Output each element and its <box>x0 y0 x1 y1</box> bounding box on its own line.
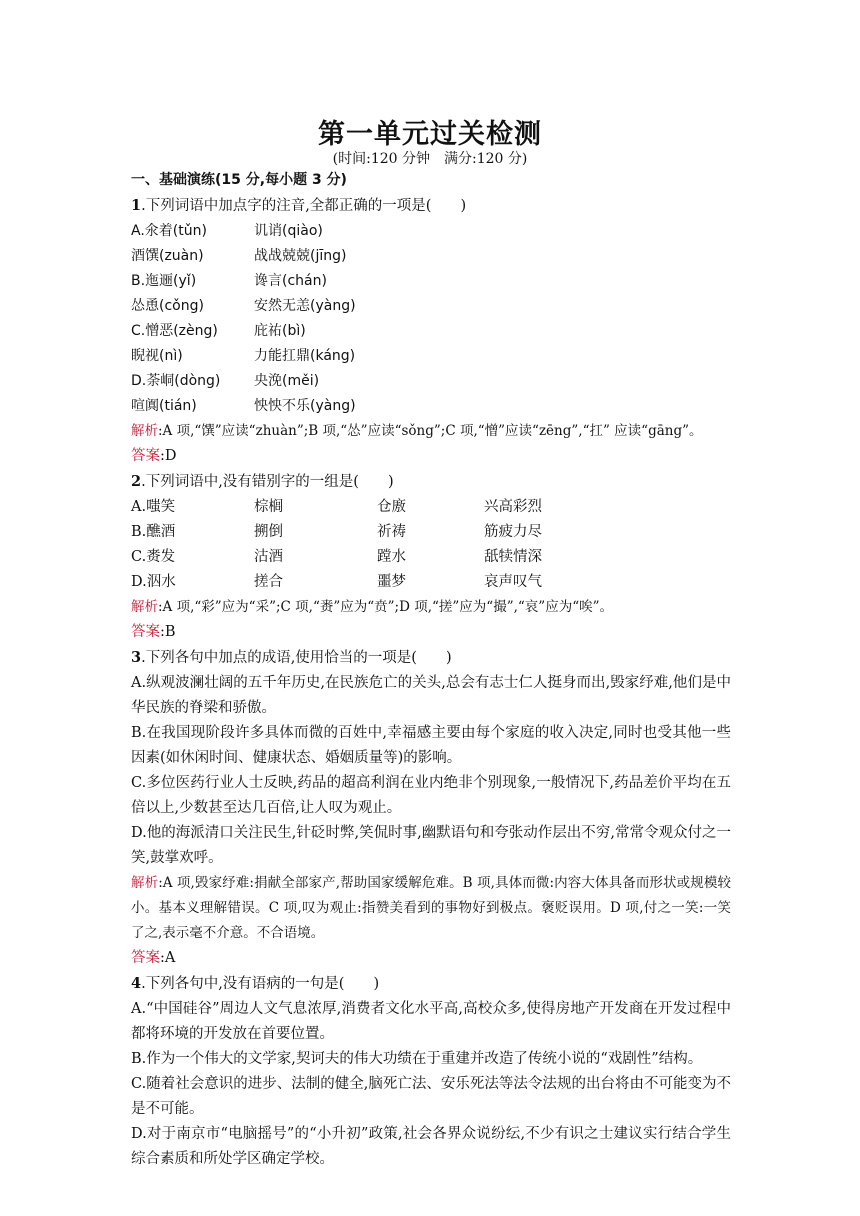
option-cell: 讥诮(qiào) <box>254 223 323 239</box>
option-cell: D.泅水 <box>131 574 176 590</box>
question-stem <box>131 469 731 495</box>
option-cell: 谗言(chán) <box>254 273 327 289</box>
option-cell: C.赉发 <box>131 549 176 565</box>
explanation-label: 解析 <box>131 423 158 439</box>
option-row <box>131 545 731 570</box>
option-row <box>131 319 731 344</box>
answer-text: :A <box>160 950 176 966</box>
answer-label: 答案 <box>131 448 160 464</box>
question-text: .下列词语中,没有错别字的一组是( ) <box>141 474 394 490</box>
question-4 <box>131 971 731 1172</box>
option-cell: 喧阗(tián) <box>131 398 197 414</box>
option-row <box>131 495 731 520</box>
question-text: .下列各句中,没有语病的一句是( ) <box>141 976 380 992</box>
option-row <box>131 294 731 319</box>
question-text: .下列各句中加点的成语,使用恰当的一项是( ) <box>141 650 452 666</box>
explanation <box>131 419 731 444</box>
explanation <box>131 871 731 946</box>
question-stem <box>131 971 731 997</box>
option-d: D.对于南京市“电脑摇号”的“小升初”政策,社会各界众说纷纭,不少有识之士建议实行结合学生综合素质和所处学区确定学校。 <box>131 1126 731 1167</box>
option-cell: 怂恿(cǒng) <box>131 298 204 314</box>
question-text: .下列词语中加点字的注音,全都正确的一项是( ) <box>141 198 467 214</box>
answer-label: 答案 <box>131 624 160 640</box>
option-row <box>131 369 731 394</box>
option-cell: 庇祐(bì) <box>254 323 306 339</box>
option-row <box>131 244 731 269</box>
content <box>131 168 731 1172</box>
option-cell: 沽酒 <box>254 549 283 565</box>
option-cell: 战战兢兢(jīng) <box>254 248 347 264</box>
question-1 <box>131 193 731 469</box>
option-a: A.纵观波澜壮阔的五千年历史,在民族危亡的关头,总会有志士仁人挺身而出,毁家纾难,他们是中华民族的脊梁和骄傲。 <box>131 675 731 716</box>
option-cell: A.嗤笑 <box>131 499 176 515</box>
option-cell: B.迤逦(yǐ) <box>131 273 197 289</box>
option-cell: 安然无恙(yàng) <box>254 298 356 314</box>
page-title: 第一单元过关检测 <box>318 119 542 150</box>
answer <box>131 444 731 469</box>
option-cell: 力能扛鼎(káng) <box>254 348 356 364</box>
answer <box>131 946 731 971</box>
question-number: 4 <box>131 975 142 992</box>
explanation-label: 解析 <box>131 875 159 891</box>
option-cell: 仓廒 <box>377 499 406 515</box>
option-cell: D.荼峒(dòng) <box>131 373 221 389</box>
option-b: B.在我国现阶段许多具体而微的百姓中,幸福感主要由每个家庭的收入决定,同时也受其他一些因素(如休闲时间、健康状态、婚姻质量等)的影响。 <box>131 725 731 766</box>
option-row <box>131 219 731 244</box>
option-cell: 棕榈 <box>254 499 283 515</box>
answer <box>131 620 731 645</box>
option-row <box>131 570 731 595</box>
page-subtitle: (时间:120 分钟 满分:120 分) <box>332 151 528 167</box>
option-cell: 酒馔(zuàn) <box>131 248 204 264</box>
section-heading: 一、基础演练(15 分,每小题 3 分) <box>131 172 347 188</box>
option-c: C.多位医药行业人士反映,药品的超高利润在业内绝非个别现象,一般情况下,药品差价平均在五倍以上,少数甚至达几百倍,让人叹为观止。 <box>131 775 731 816</box>
question-stem <box>131 193 731 219</box>
option-c: C.随着社会意识的进步、法制的健全,脑死亡法、安乐死法等法令法规的出台将由不可能变为不是不可能。 <box>131 1076 731 1117</box>
option-cell: 蹚水 <box>377 549 406 565</box>
explanation-text: :A 项,毁家纾难:捐献全部家产,帮助国家缓解危难。B 项,具体而微:内容大体具备而形状或规模较小。基本义理解错误。C 项,叹为观止:指赞美看到的事物好到极点。褒贬误用。D 项,付之一笑:一笑了之,表示毫不介意。不合语境。 <box>131 875 731 941</box>
explanation-text: :A 项,“馔”应读“zhuàn”;B 项,“怂”应读“sǒng”;C 项,“憎”应读“zēng”,“扛” 应读“gāng”。 <box>158 423 703 439</box>
option-cell: B.醮酒 <box>131 524 176 540</box>
option-cell: 祈祷 <box>377 524 406 540</box>
question-number: 1 <box>131 197 142 214</box>
option-cell: 噩梦 <box>377 574 406 590</box>
option-row <box>131 520 731 545</box>
option-cell: C.憎恶(zèng) <box>131 323 218 339</box>
question-3 <box>131 645 731 971</box>
option-b: B.作为一个伟大的文学家,契诃夫的伟大功绩在于重建并改造了传统小说的“戏剧性”结构。 <box>131 1051 703 1067</box>
explanation <box>131 595 731 620</box>
option-cell: 搠倒 <box>254 524 283 540</box>
option-cell: 睨视(nì) <box>131 348 183 364</box>
option-cell: 搓合 <box>254 574 283 590</box>
option-cell: 舐犊情深 <box>484 549 542 565</box>
option-cell: 兴高彩烈 <box>484 499 542 515</box>
option-cell: 筋疲力尽 <box>484 524 542 540</box>
question-number: 3 <box>131 649 142 666</box>
option-cell: 怏怏不乐(yàng) <box>254 398 356 414</box>
option-row <box>131 344 731 369</box>
question-number: 2 <box>131 473 142 490</box>
option-a: A.“中国硅谷”周边人文气息浓厚,消费者文化水平高,高校众多,使得房地产开发商在开发过程中都将环境的开发放在首要位置。 <box>131 1001 731 1042</box>
answer-text: :B <box>160 624 176 640</box>
option-cell: A.氽着(tǔn) <box>131 223 207 239</box>
option-row <box>131 269 731 294</box>
question-stem <box>131 645 731 671</box>
option-d: D.他的海派清口关注民生,针砭时弊,笑侃时事,幽默语句和夸张动作层出不穷,常常令观众付之一笑,鼓掌欢呼。 <box>131 825 731 866</box>
explanation-label: 解析 <box>131 599 158 615</box>
explanation-text: :A 项,“彩”应为“采”;C 项,“赉”应为“贲”;D 项,“搓”应为“撮”,“哀”应为“唉”。 <box>158 599 614 615</box>
option-row <box>131 394 731 419</box>
answer-text: :D <box>160 448 177 464</box>
question-2 <box>131 469 731 645</box>
answer-label: 答案 <box>131 950 160 966</box>
option-cell: 央浼(měi) <box>254 373 320 389</box>
option-cell: 哀声叹气 <box>484 574 542 590</box>
